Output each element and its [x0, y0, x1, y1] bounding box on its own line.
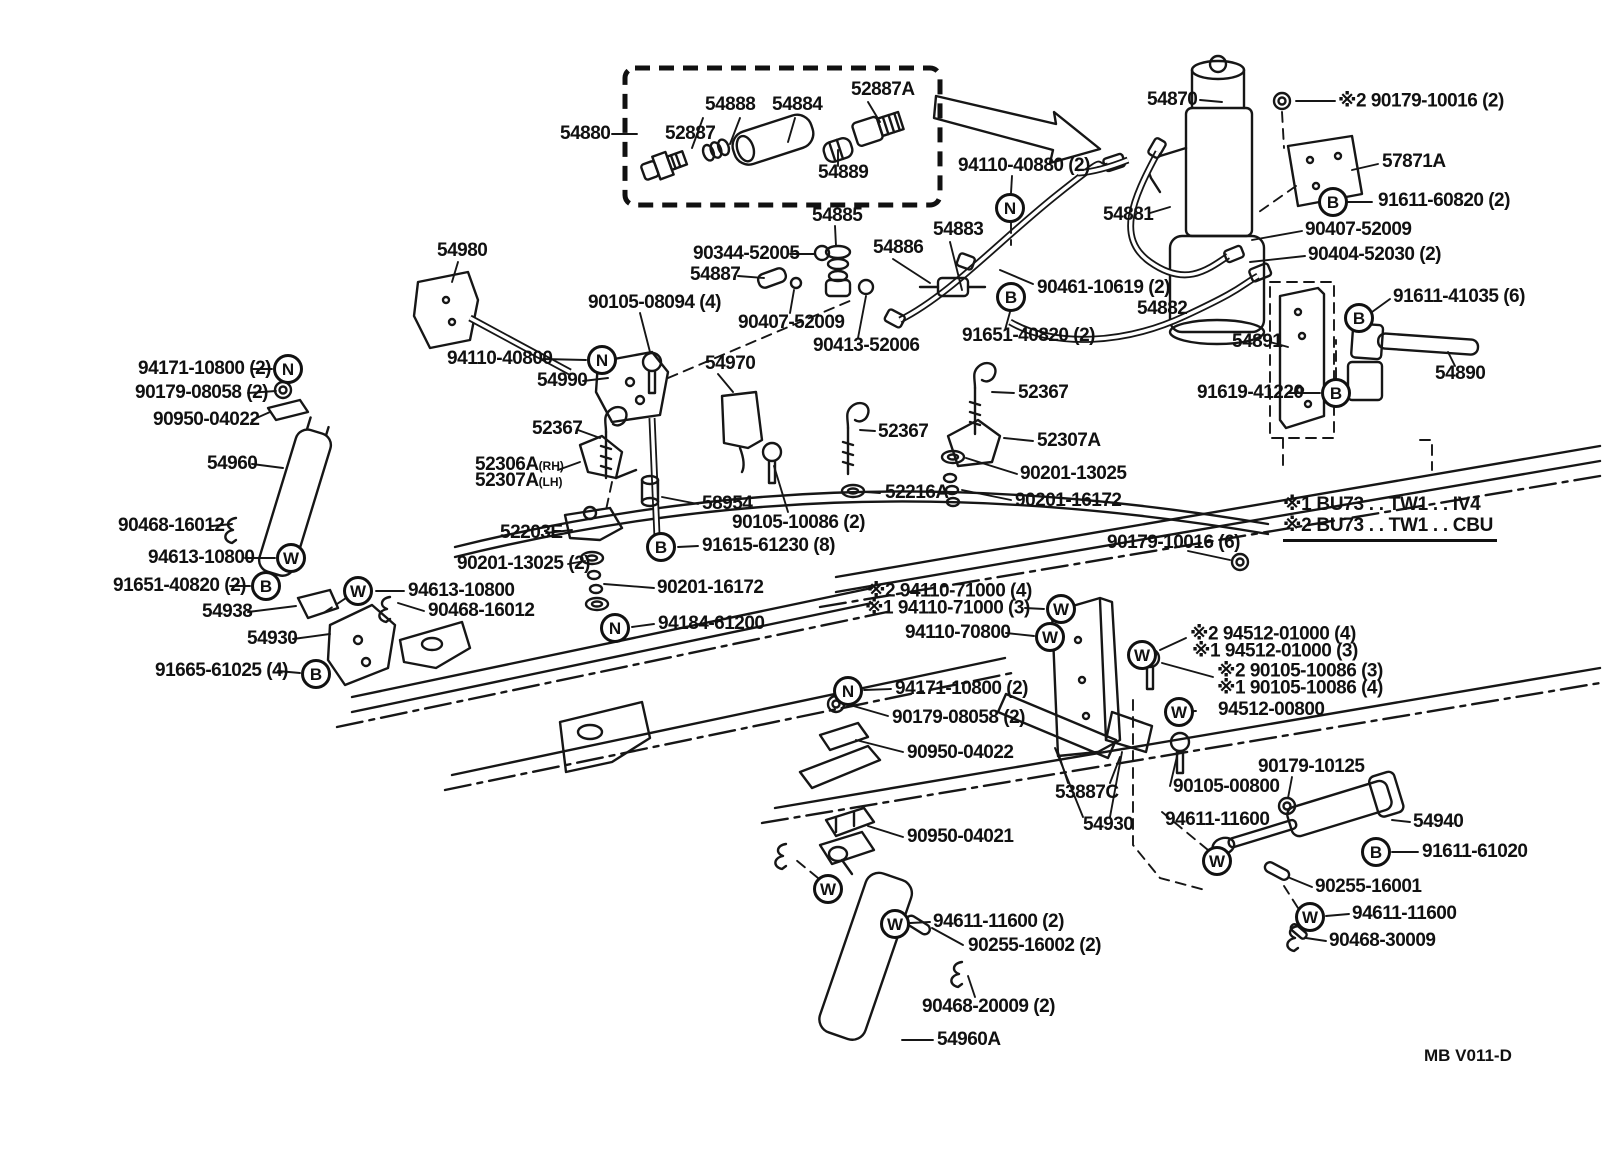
ref-marker-B: B — [1321, 378, 1351, 408]
part-label: 54885 — [812, 205, 863, 226]
ref-marker-W: W — [880, 909, 910, 939]
ref-marker-B: B — [1344, 303, 1374, 333]
part-label: 90179-08058 (2) — [135, 382, 268, 403]
part-label: 91611-61020 — [1422, 841, 1528, 862]
part-label: ※1 94110-71000 (3) — [865, 597, 1030, 619]
part-label: 54930 — [247, 628, 298, 649]
part-label: 54891 — [1232, 331, 1283, 352]
part-label: ※2 94110-71000 (4) — [867, 580, 1032, 602]
part-label: 94110-70800 — [905, 622, 1011, 643]
ref-marker-W: W — [1164, 697, 1194, 727]
part-label: 91611-41035 (6) — [1393, 286, 1525, 307]
ref-marker-B: B — [301, 659, 331, 689]
ref-marker-B: B — [996, 282, 1026, 312]
part-label: 52216A — [885, 482, 949, 503]
part-label: 54889 — [818, 162, 869, 183]
part-label: 94611-11600 — [1352, 903, 1457, 924]
part-label: 54990 — [537, 370, 588, 391]
part-label: 90255-16001 — [1315, 876, 1422, 897]
part-label: 94611-11600 — [1165, 809, 1270, 830]
part-label: 90179-10016 (6) — [1107, 532, 1240, 553]
part-label: 90179-10125 — [1258, 756, 1365, 777]
part-label: 90105-00800 — [1173, 776, 1280, 797]
part-label: 54970 — [705, 353, 756, 374]
part-label: 54938 — [202, 601, 253, 622]
part-label: 53887C — [1055, 782, 1119, 803]
part-label: 54870 — [1147, 89, 1198, 110]
part-label: 91615-61230 (8) — [702, 535, 835, 556]
part-label: 90407-52009 — [738, 312, 845, 333]
part-label-suffix: (RH) — [538, 459, 564, 473]
part-label: 52367 — [878, 421, 929, 442]
ref-marker-W: W — [343, 576, 373, 606]
ref-marker-B: B — [1361, 837, 1391, 867]
arrow-icon — [934, 96, 1100, 163]
part-label: 90179-08058 (2) — [892, 707, 1025, 728]
part-label: 90201-16172 — [1015, 490, 1122, 511]
part-label: 54930 — [1083, 814, 1134, 835]
part-label: 54940 — [1413, 811, 1464, 832]
part-label: 90255-16002 (2) — [968, 935, 1101, 956]
part-label: 91611-60820 (2) — [1378, 190, 1510, 211]
part-label: 52307A — [1037, 430, 1101, 451]
part-label: 54883 — [933, 219, 984, 240]
ref-marker-N: N — [995, 193, 1025, 223]
ref-marker-N: N — [587, 345, 617, 375]
note-line: ※2 BU73 . . TW1 . . CBU — [1283, 515, 1494, 536]
part-label: 90344-52005 — [693, 243, 800, 264]
part-label: 91651-40820 (2) — [113, 575, 246, 596]
ref-marker-N: N — [273, 354, 303, 384]
ref-marker-W: W — [276, 543, 306, 573]
part-label: 94110-40800 — [447, 348, 553, 369]
part-label: 90468-30009 — [1329, 930, 1436, 951]
part-label: 91619-41220 — [1197, 382, 1304, 403]
part-label: 90201-13025 (2) — [457, 553, 590, 574]
part-label: 54882 — [1137, 298, 1188, 319]
part-label: ※2 90105-10086 (3) — [1217, 660, 1383, 682]
fitting-52887A — [851, 109, 904, 147]
part-label: 91665-61025 (4) — [155, 660, 288, 681]
part-label: 54886 — [873, 237, 924, 258]
part-label: 54880 — [560, 123, 611, 144]
part-label: 54890 — [1435, 363, 1486, 384]
ref-marker-W: W — [1046, 594, 1076, 624]
part-label: 58954 — [702, 493, 753, 514]
part-label: 52887A — [851, 79, 915, 100]
part-label: 94184-61200 — [658, 613, 765, 634]
part-label: 90105-10086 (2) — [732, 512, 865, 533]
ref-marker-W: W — [1127, 640, 1157, 670]
part-label: 52306A(RH) — [475, 454, 564, 475]
part-label: 54960A — [937, 1029, 1001, 1050]
part-label: 54888 — [705, 94, 756, 115]
part-label: 54980 — [437, 240, 488, 261]
fitting-52887 — [639, 147, 689, 185]
ref-marker-B: B — [646, 532, 676, 562]
ref-marker-W: W — [1202, 846, 1232, 876]
ref-marker-W: W — [813, 874, 843, 904]
part-label: 90201-16172 — [657, 577, 764, 598]
part-label: 94171-10800 (2) — [895, 678, 1028, 699]
note-line: ※1 BU73 . . TW1 . . IV4 — [1283, 494, 1481, 515]
part-label: 52203E — [500, 522, 563, 543]
part-label: 90950-04022 — [153, 409, 260, 430]
applicability-notes — [1283, 494, 1497, 542]
ref-marker-W: W — [1295, 902, 1325, 932]
ref-marker-N: N — [833, 676, 863, 706]
part-label: 90468-16012 — [428, 600, 535, 621]
part-label: 52887 — [665, 123, 716, 144]
part-label: 94110-40880 (2) — [958, 155, 1090, 176]
part-label: 52367 — [1018, 382, 1069, 403]
part-label: 54881 — [1103, 204, 1154, 225]
part-label: 94171-10800 (2) — [138, 358, 271, 379]
part-label: 54884 — [772, 94, 823, 115]
part-label: 57871A — [1382, 151, 1446, 172]
part-label: 94613-10800 — [148, 547, 255, 568]
part-label: 90950-04022 — [907, 742, 1014, 763]
part-label-suffix: (LH) — [538, 475, 563, 489]
part-label: 90468-16012 — [118, 515, 225, 536]
part-label: 94611-11600 (2) — [933, 911, 1064, 932]
part-label: 90105-08094 (4) — [588, 292, 721, 313]
part-label: 90407-52009 — [1305, 219, 1412, 240]
part-label: 90413-52006 — [813, 335, 920, 356]
bottom-shock-54960A — [775, 554, 1248, 1044]
ref-marker-B: B — [251, 571, 281, 601]
part-label: ※1 90105-10086 (4) — [1217, 677, 1383, 699]
ref-marker-B: B — [1318, 187, 1348, 217]
part-label: 90404-52030 (2) — [1308, 244, 1441, 265]
part-label: ※1 94512-01000 (3) — [1192, 640, 1358, 662]
drawing-code: MB V011-D — [1424, 1046, 1512, 1065]
part-label: 52307A(LH) — [475, 470, 563, 491]
part-label: 90468-20009 (2) — [922, 996, 1055, 1017]
cylinder-54884 — [729, 111, 817, 169]
part-label: 52367 — [532, 418, 583, 439]
part-label: 90461-10619 (2) — [1037, 277, 1170, 298]
part-label: ※2 94512-01000 (4) — [1190, 623, 1356, 645]
ref-marker-N: N — [600, 613, 630, 643]
ref-marker-W: W — [1035, 622, 1065, 652]
part-label: ※2 90179-10016 (2) — [1338, 90, 1504, 112]
part-label: 91651-40820 (2) — [962, 325, 1095, 346]
part-label: 94512-00800 — [1218, 699, 1325, 720]
part-label: 90950-04021 — [907, 826, 1014, 847]
part-label: 90201-13025 — [1020, 463, 1127, 484]
part-label: 54960 — [207, 453, 258, 474]
part-label: 54887 — [690, 264, 741, 285]
part-label: 94613-10800 — [408, 580, 515, 601]
